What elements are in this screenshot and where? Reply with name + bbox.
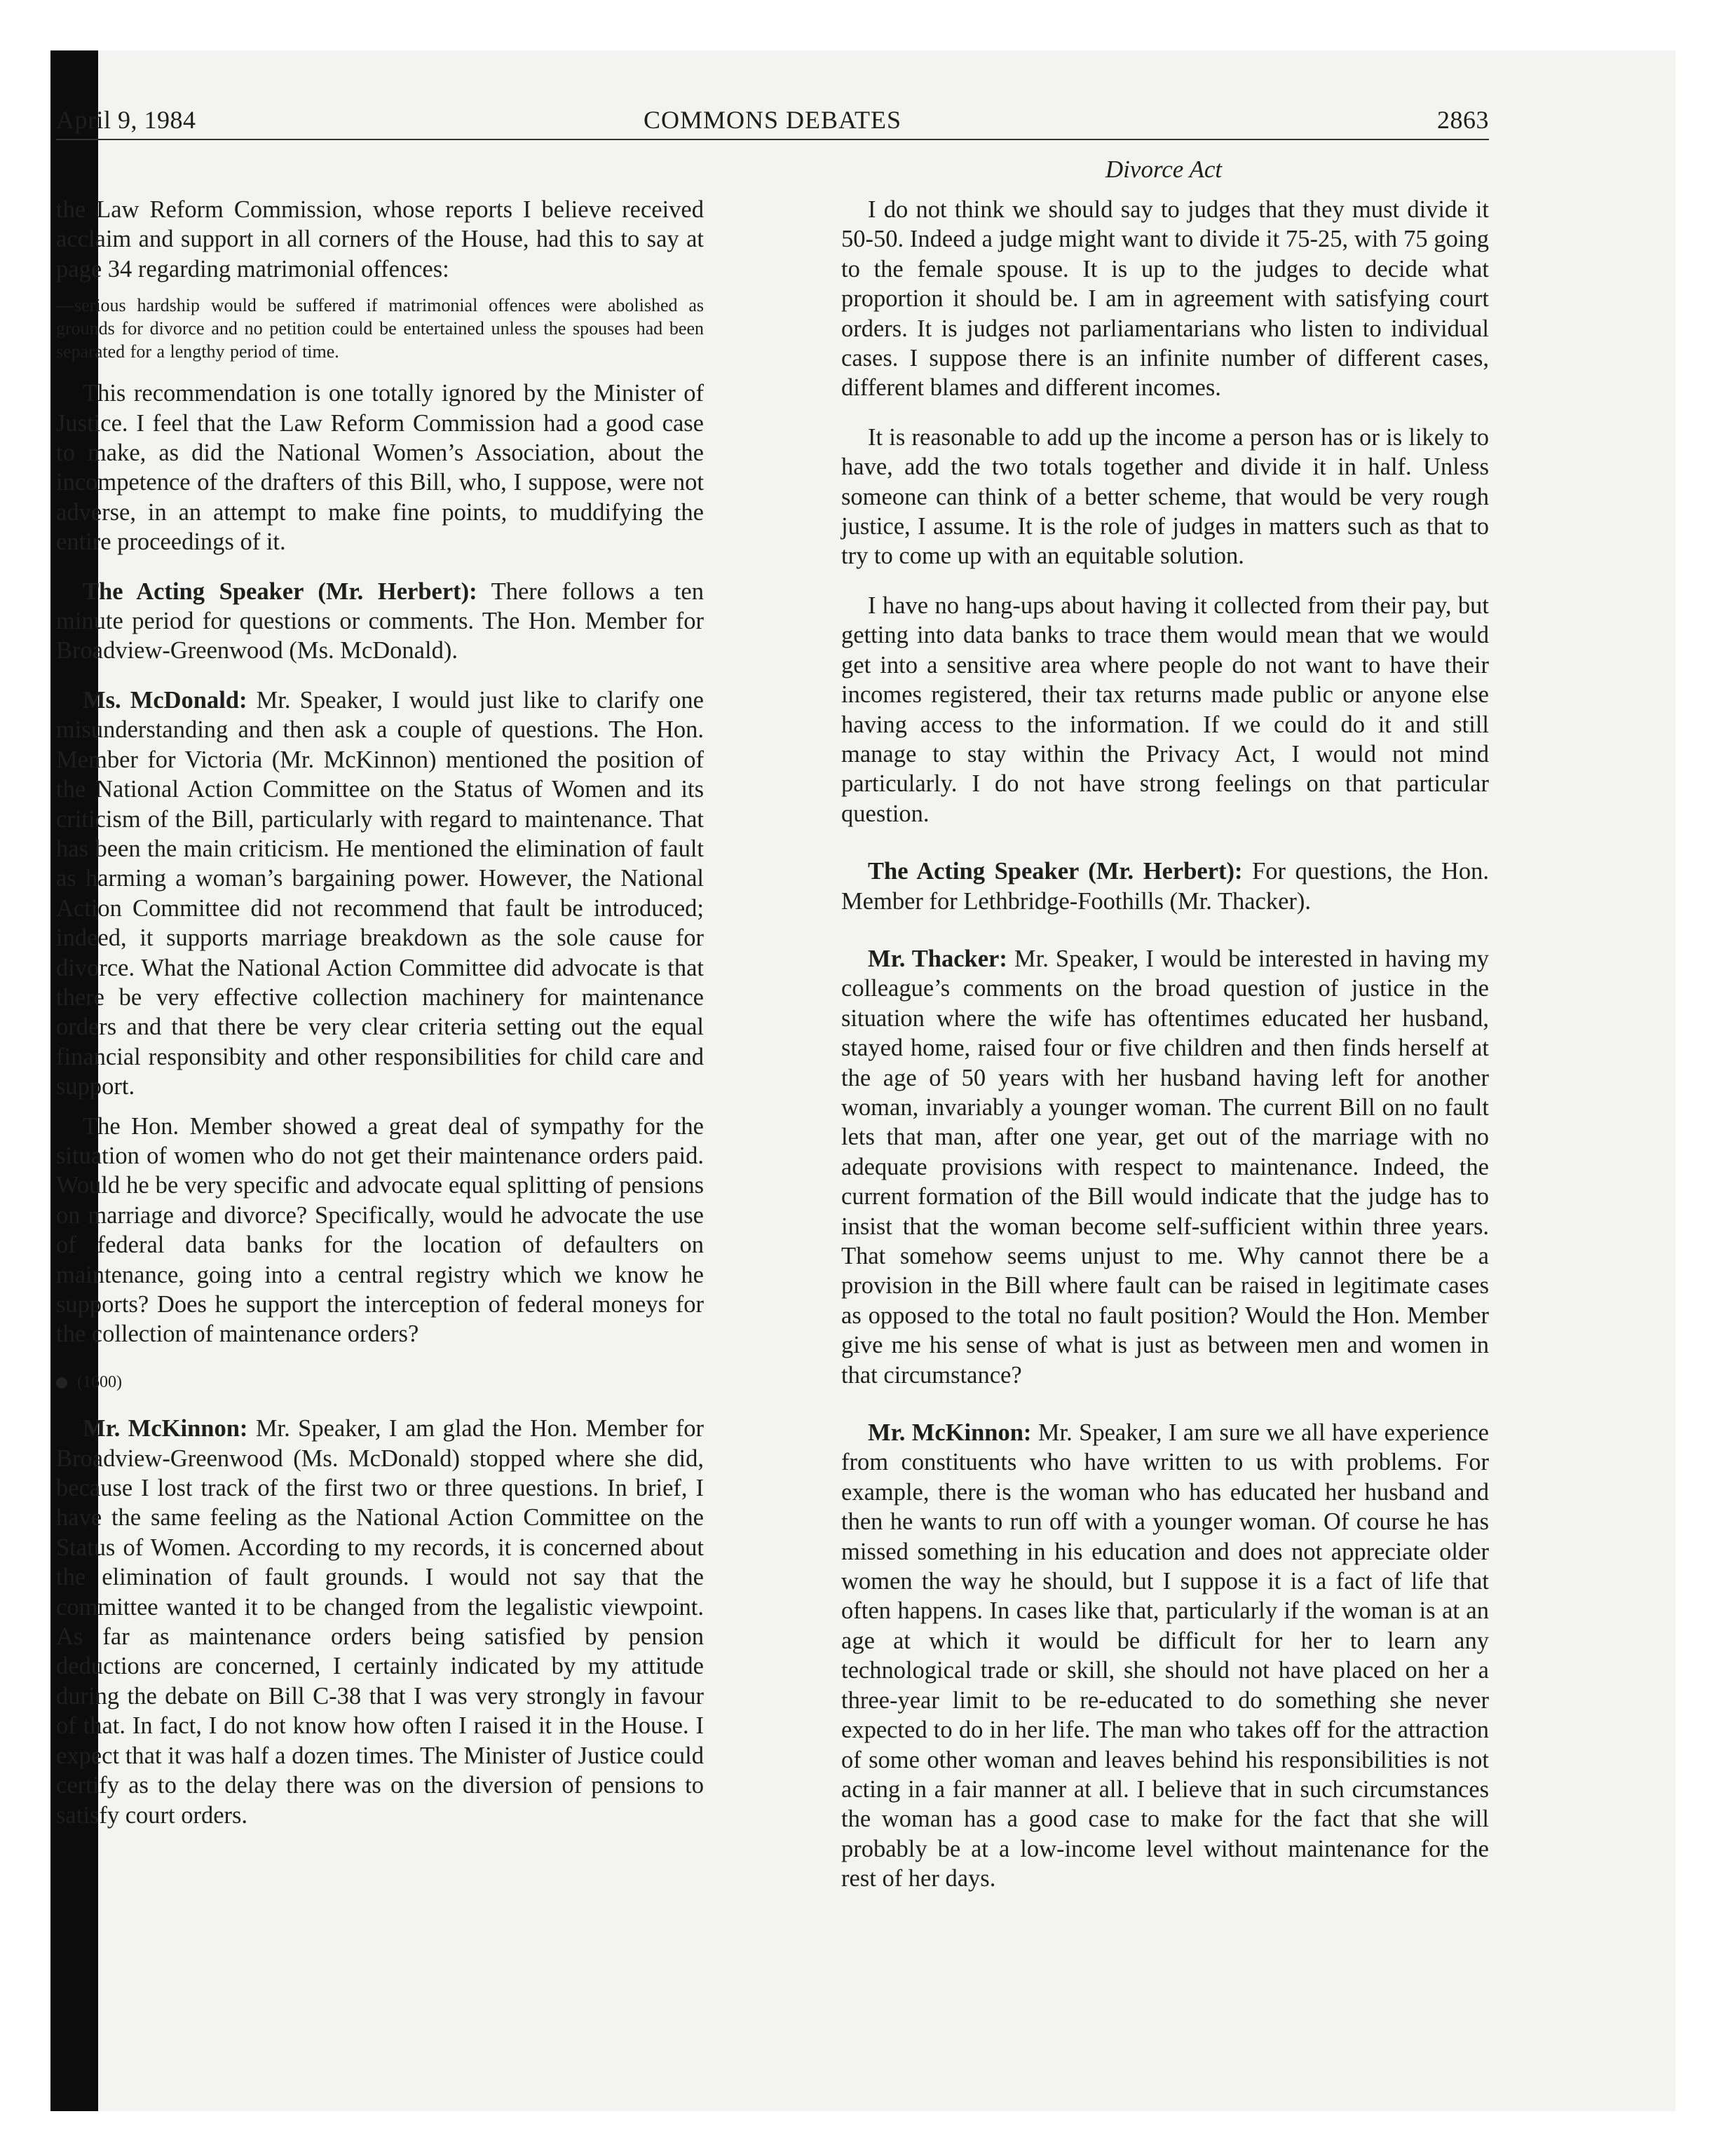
header-rule [56, 139, 1489, 140]
paragraph: I have no hang-ups about having it collected from their pay, but getting into data banks to trace them would mean that we would get into a sensitive area where people do not want to have their incomes registered, their tax returns made public or anyone else having access to the information. If we could do it and still manage to stay within the Privacy Act, I would not mind particularly. I do not have strong feelings on that particular question. [841, 592, 1489, 827]
speaker-name: Ms. McDonald: [83, 686, 247, 714]
timestamp-text: (1600) [77, 1372, 122, 1391]
right-column [841, 195, 1489, 1894]
speech-text: There follows a ten minute period for questions or comments. The Hon. Member for Broadview-Greenwood (Ms. McDonald). [56, 578, 704, 664]
speech-text: Mr. Speaker, I am sure we all have experience from constituents who have written to us with problems. For example, there is the woman who has educated her husband and then he wants to run off with a younger woman. Of course he has missed something in his education and does not appreciate older women the way he should, but I suppose it is a fact of life that often happens. In cases like that, particularly if the woman is at an age at which it would be difficult for her to learn any technological trade or skill, she should not have placed on her a three-year limit to be re-educated to do something she never expected to do in her life. The man who takes off for the attraction of some other woman and leaves behind his responsibilities is not acting in a fair manner at all. I believe that in such circumstances the woman has a good case to make for the fact that she will probably be at a low-income level without maintenance for the rest of her days. [841, 1419, 1489, 1892]
paragraph: This recommendation is one totally ignored by the Minister of Justice. I feel that the Law Reform Commission had a good case to make, as did the National Women’s Association, about the incompetence of the drafters of this Bill, who, I suppose, were not adverse, in an attempt to make fine points, to muddifying the entire proceedings of it. [56, 380, 704, 556]
speaker-name: The Acting Speaker (Mr. Herbert): [868, 858, 1243, 885]
speaker-name: Mr. McKinnon: [868, 1419, 1032, 1447]
left-column [56, 195, 704, 1830]
speaker-name: The Acting Speaker (Mr. Herbert): [83, 578, 477, 605]
timestamp [56, 1367, 704, 1397]
speech-text: Mr. Speaker, I would be interested in having my colleague’s comments on the broad question of justice in the situation where the wife has oftentimes educated her husband, stayed home, raised four or five children and then finds herself at the age of 50 years with her husband having left for another woman, invariably a younger woman. The current Bill on no fault lets that man, after one year, get out of the marriage with no adequate provisions with respect to maintenance. Indeed, the current formation of the Bill would indicate that the judge has to insist that the woman become self-sufficient within three years. That somehow seems unjust to me. Why cannot there be a provision in the Bill where fault can be raised in legitimate cases as opposed to the total no fault position? Would the Hon. Member give me his sense of what is just as between men and women in that circumstance? [841, 945, 1489, 1389]
header-date: April 9, 1984 [56, 106, 196, 134]
paragraph: the Law Reform Commission, whose reports I believe received acclaim and support in all corners of the House, had this to say at page 34 regarding matrimonial offences: [56, 196, 704, 282]
speech-text: Mr. Speaker, I would just like to clarify one misunderstanding and then ask a couple of questions. The Hon. Member for Victoria (Mr. McKinnon) mentioned the position of the National Action Committee on the Status of Women and its criticism of the Bill, particularly with regard to maintenance. That has been the main criticism. He mentioned the elimination of fault as harming a woman’s bargaining power. However, the National Action Committee did not recommend that fault be introduced; indeed, it supports marriage breakdown as the sole cause for divorce. What the National Action Committee did advocate is that there be very effective collection machinery for maintenance orders and that there be very clear criteria setting out the equal financial responsibity and other responsibilities for child care and support. [56, 686, 704, 1100]
speech-paragraph [841, 944, 1489, 1390]
speaker-name: Mr. McKinnon: [83, 1415, 248, 1442]
speech-paragraph [56, 1414, 704, 1830]
speaker-name: Mr. Thacker: [868, 945, 1007, 972]
speech-paragraph [56, 685, 704, 1102]
section-title: Divorce Act [1105, 156, 1223, 183]
publication-title: COMMONS DEBATES [643, 106, 902, 134]
block-quote: —serious hardship would be suffered if matrimonial offences were abolished as grounds for divorce and no petition could be entertained unless the spouses had been separated for a lengthy period of time. [56, 295, 704, 362]
page-number: 2863 [1437, 106, 1489, 134]
paragraph: I do not think we should say to judges that they must divide it 50-50. Indeed a judge might want to divide it 75-25, with 75 going to the female spouse. It is up to the judges to decide what proportion it should be. I am in agreement with satisfying court orders. It is judges not parliamentarians who listen to individual cases. I suppose there is an infinite number of different cases, different blames and different incomes. [841, 196, 1489, 402]
speech-text: For questions, the Hon. Member for Lethbridge-Foothills (Mr. Thacker). [841, 858, 1489, 915]
paragraph: The Hon. Member showed a great deal of sympathy for the situation of women who do not get their maintenance orders paid. Would he be very specific and advocate equal splitting of pensions on marriage and divorce? Specifically, would he advocate the use of federal data banks for the location of defaulters on maintenance, going into a central registry which we know he supports? Does he support the interception of federal moneys for the collection of maintenance orders? [56, 1112, 704, 1348]
paragraph: It is reasonable to add up the income a person has or is likely to have, add the two totals together and divide it in half. Unless someone can think of a better scheme, that would be very rough justice, I assume. It is the role of judges in matters such as that to try to come up with an equitable solution. [841, 423, 1489, 570]
speech-paragraph [56, 577, 704, 666]
speech-paragraph [841, 1418, 1489, 1894]
speech-text: Mr. Speaker, I am glad the Hon. Member for Broadview-Greenwood (Ms. McDonald) stopped where she did, because I lost track of the first two or three questions. In brief, I have the same feeling as the National Action Committee on the Status of Women. According to my records, it is concerned about the elimination of fault grounds. I would not say that the committee wanted it to be changed from the legalistic viewpoint. As far as maintenance orders being satisfied by pension deductions are concerned, I certainly indicated by my attitude during the debate on Bill C-38 that I was very strongly in favour of that. In fact, I do not know how often I raised it in the House. I expect that it was half a dozen times. The Minister of Justice could certify as to the delay there was on the diversion of pensions to satisfy court orders. [56, 1415, 704, 1829]
speech-paragraph [841, 857, 1489, 916]
bullet-icon [56, 1377, 67, 1389]
